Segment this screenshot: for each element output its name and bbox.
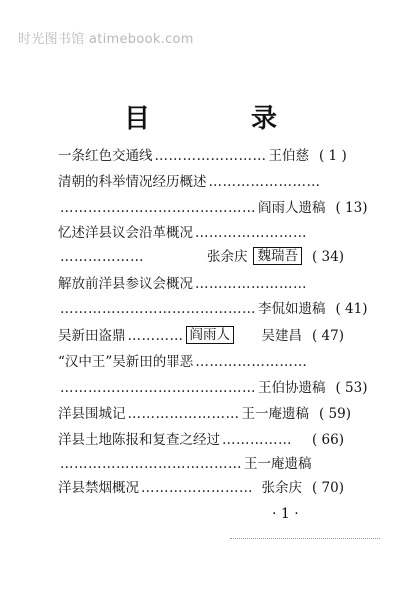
toc-page: ( 53) (335, 380, 368, 396)
boxed-name: 魏瑞吾 (253, 247, 302, 265)
leader-dots: …………………………………… (60, 380, 256, 396)
leader-dots: …………………… (195, 276, 307, 292)
toc-author: 王一庵遗稿 (244, 456, 312, 472)
toc-author: 阎雨人遗稿 (258, 200, 326, 216)
toc-title: 解放前洋县参议会概况 (58, 276, 193, 292)
toc-author: 王伯协遗稿 (258, 380, 326, 396)
toc-entry (58, 219, 344, 241)
toc-title: 洋县围城记 (58, 406, 126, 422)
watermark: 时光图书馆 atimebook.com (18, 32, 194, 47)
toc-title: 清朝的科举情况经历概述 (58, 174, 207, 190)
toc-entry (58, 474, 344, 496)
toc-entry (58, 295, 368, 317)
leader-dots: ………………………………… (60, 456, 242, 472)
toc-entry (58, 348, 344, 370)
page-number: · 1 · (272, 506, 299, 522)
toc-title: 一条红色交通线 (58, 148, 153, 164)
toc-page: ( 70) (311, 480, 344, 496)
toc-author: 李侃如遗稿 (258, 301, 326, 317)
toc-entry (58, 374, 368, 396)
page-title: 目 录 (123, 104, 324, 134)
leader-dots: …………………… (154, 148, 267, 164)
toc-title: 洋县土地陈报和复查之经过 (58, 432, 220, 448)
toc-page: ( 1 ) (319, 148, 347, 164)
toc-entry (58, 194, 368, 216)
toc-entry (58, 426, 344, 448)
toc-entry (58, 168, 344, 190)
boxed-name: 阎雨人 (186, 326, 235, 344)
toc-entry (58, 400, 352, 422)
toc-title: “汉中王”吴新田的罪恶 (58, 354, 194, 370)
toc-page: ( 59) (319, 406, 352, 422)
toc-title: 洋县禁烟概况 (58, 480, 139, 496)
leader-dots: …………………… (127, 406, 240, 422)
leader-dots: …………………………………… (60, 301, 256, 317)
toc-page: ( 34) (311, 249, 344, 265)
leader-dots: ……………… (60, 249, 144, 265)
leader-dots: …………… (222, 432, 292, 448)
leader-dots: …………………………………… (60, 200, 256, 216)
leader-dots: …………………… (195, 354, 308, 370)
toc-page: ( 47) (311, 328, 344, 344)
toc-author: 张余庆 (261, 480, 302, 496)
divider (230, 538, 380, 539)
leader-dots: …………………… (195, 225, 307, 241)
leader-dots: …………………… (141, 480, 253, 496)
toc-author: 王伯慈 (268, 148, 309, 164)
toc-title: 忆述洋县议会沿革概况 (58, 225, 193, 241)
leader-dots: …………………… (208, 174, 321, 190)
toc-entry (58, 243, 344, 265)
leader-dots: ………… (127, 328, 184, 344)
toc-entry (58, 450, 344, 472)
toc-page: ( 13) (335, 200, 368, 216)
toc-author: 王一庵遗稿 (241, 406, 309, 422)
toc-author: 吴建昌 (261, 328, 302, 344)
toc-title: 吴新田盗鼎 (58, 328, 126, 344)
toc-entry (58, 322, 344, 344)
toc-entry (58, 142, 347, 164)
toc-entry (58, 270, 344, 292)
toc-page: ( 66) (311, 432, 344, 448)
toc-page: ( 41) (335, 301, 368, 317)
toc-author: 张余庆 (206, 249, 248, 265)
